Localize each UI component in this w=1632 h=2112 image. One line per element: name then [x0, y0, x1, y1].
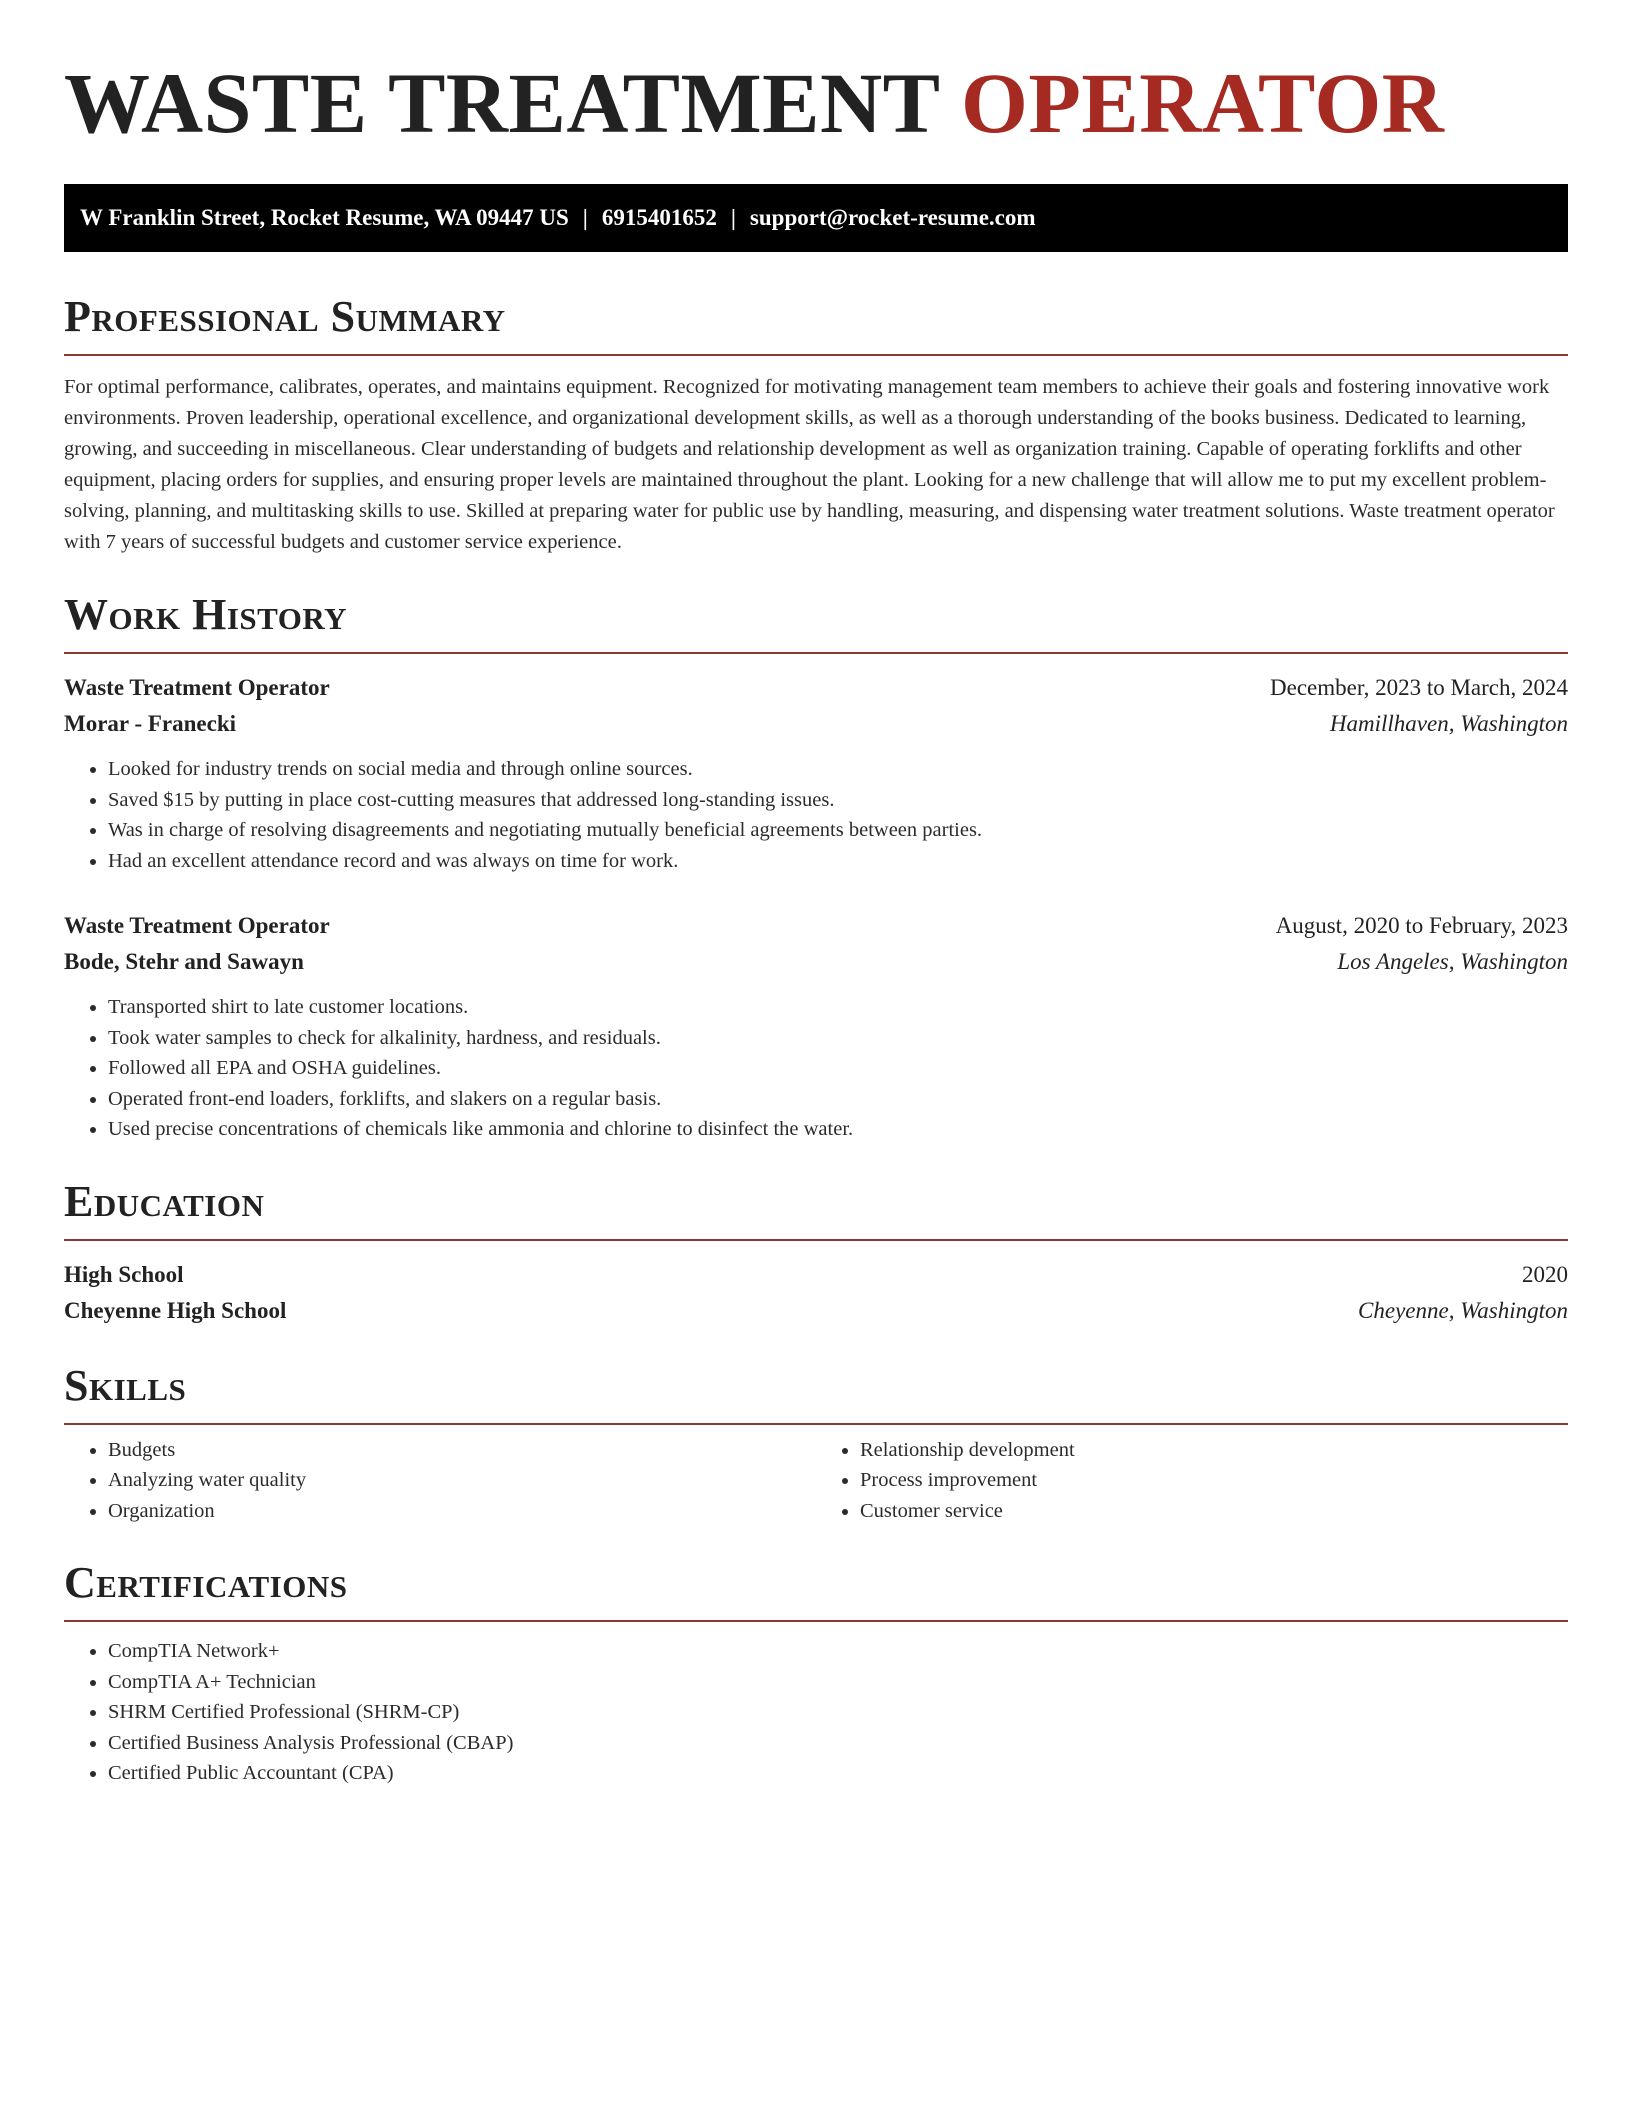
job-role: Waste Treatment Operator	[64, 675, 330, 700]
contact-separator: |	[582, 205, 588, 230]
section-divider	[64, 354, 1568, 356]
summary-section	[64, 290, 1568, 558]
job-duty-item: • Operated front-end loaders, forklifts, and slakers on a regular basis.	[108, 1084, 1568, 1115]
contact-bar	[64, 184, 1568, 252]
job-duty-item: • Had an excellent attendance record and was always on time for work.	[108, 846, 1568, 877]
section-divider	[64, 1239, 1568, 1241]
section-divider	[64, 1423, 1568, 1425]
job-duty-item: • Was in charge of resolving disagreements and negotiating mutually beneficial agreements between parties.	[108, 815, 1568, 846]
job-duties	[64, 992, 1568, 1145]
education-heading: Education	[64, 1176, 265, 1226]
summary-heading: Professional Summary	[64, 292, 506, 341]
work-history-section	[64, 588, 1568, 1145]
section-divider	[64, 1620, 1568, 1622]
job-entry	[64, 908, 1568, 1145]
certifications-section	[64, 1556, 1568, 1789]
contact-separator: |	[730, 205, 736, 230]
skill-item: • Relationship development	[860, 1435, 1568, 1466]
name-accent: OPERATOR	[960, 55, 1445, 151]
skills-heading: Skills	[64, 1360, 187, 1410]
work-history-heading: Work History	[64, 590, 348, 639]
job-duty-item: • Took water samples to check for alkalinity, hardness, and residuals.	[108, 1023, 1568, 1054]
education-location: Cheyenne, Washington	[1358, 1297, 1568, 1323]
job-company: Bode, Stehr and Sawayn	[64, 949, 304, 974]
name-main: WASTE TREATMENT	[64, 55, 939, 151]
education-year: 2020	[1522, 1261, 1568, 1287]
job-duties	[64, 754, 1568, 876]
certification-item: • SHRM Certified Professional (SHRM-CP)	[108, 1697, 1568, 1728]
job-company: Morar - Franecki	[64, 711, 237, 736]
skill-item: • Budgets	[108, 1435, 816, 1466]
job-duty-item: • Saved $15 by putting in place cost-cutting measures that addressed long-standing issues.	[108, 785, 1568, 816]
skill-item: • Analyzing water quality	[108, 1465, 816, 1496]
certification-item: • CompTIA Network+	[108, 1636, 1568, 1667]
certification-item: • Certified Public Accountant (CPA)	[108, 1758, 1568, 1789]
resume-name	[64, 52, 1568, 154]
skills-list-right	[816, 1435, 1568, 1527]
skills-grid	[64, 1435, 1568, 1527]
contact-phone[interactable]: 6915401652	[601, 205, 717, 230]
contact-address: W Franklin Street, Rocket Resume, WA 09447 US	[80, 205, 569, 230]
job-role: Waste Treatment Operator	[64, 913, 330, 938]
skills-section	[64, 1359, 1568, 1527]
education-school: Cheyenne High School	[64, 1297, 287, 1323]
certifications-list	[64, 1636, 1568, 1789]
job-duty-item: • Followed all EPA and OSHA guidelines.	[108, 1053, 1568, 1084]
education-section	[64, 1175, 1568, 1329]
certification-item: • Certified Business Analysis Professional (CBAP)	[108, 1728, 1568, 1759]
job-dates: August, 2020 to February, 2023	[1275, 913, 1568, 938]
job-dates: December, 2023 to March, 2024	[1270, 675, 1568, 700]
job-location: Hamillhaven, Washington	[1329, 711, 1568, 736]
job-duty-item: • Used precise concentrations of chemicals like ammonia and chlorine to disinfect the water.	[108, 1114, 1568, 1145]
job-location: Los Angeles, Washington	[1337, 949, 1568, 974]
education-entry	[64, 1257, 1568, 1329]
skill-item: • Customer service	[860, 1496, 1568, 1527]
job-duty-item: • Transported shirt to late customer locations.	[108, 992, 1568, 1023]
certifications-heading: Certifications	[64, 1558, 348, 1607]
contact-email[interactable]: support@rocket-resume.com	[749, 205, 1036, 230]
job-duty-item: • Looked for industry trends on social media and through online sources.	[108, 754, 1568, 785]
skill-item: • Organization	[108, 1496, 816, 1527]
education-degree: High School	[64, 1261, 184, 1287]
job-entry	[64, 670, 1568, 876]
certification-item: • CompTIA A+ Technician	[108, 1667, 1568, 1698]
skills-list-left	[64, 1435, 816, 1527]
summary-text: For optimal performance, calibrates, operates, and maintains equipment. Recognized for motivating management team members to achieve their goals and fostering innovative work environments. Proven leadership, operational excellence, and organizational development skills, as well as a thorough understanding of the books business. Dedicated to learning, growing, and succeeding in miscellaneous. Clear understanding of budgets and relationship development as well as organization training. Capable of operating forklifts and other equipment, placing orders for supplies, and ensuring proper levels are maintained throughout the plant. Looking for a new challenge that will allow me to put my excellent problem-solving, planning, and multitasking skills to use. Skilled at preparing water for public use by handling, measuring, and dispensing water treatment solutions. Waste treatment operator with 7 years of successful budgets and customer service experience.	[64, 376, 1555, 553]
section-divider	[64, 652, 1568, 654]
skill-item: • Process improvement	[860, 1465, 1568, 1496]
